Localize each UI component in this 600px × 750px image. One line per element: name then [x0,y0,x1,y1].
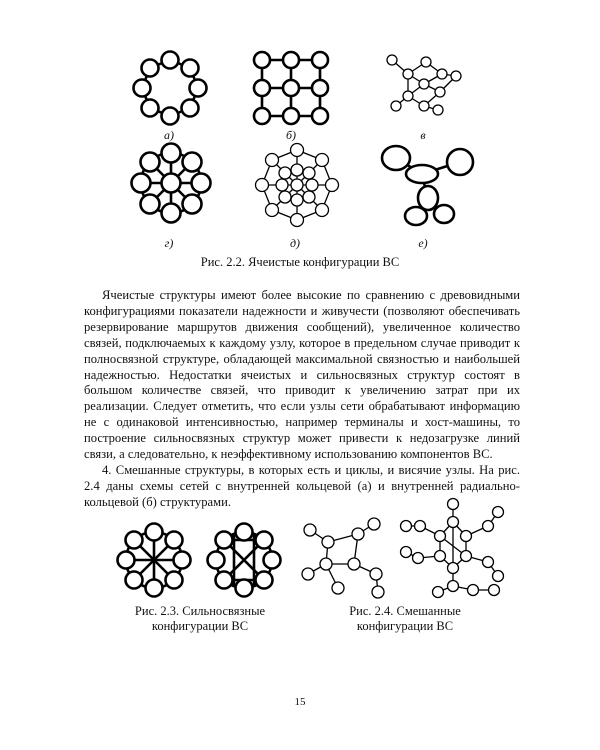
figure-b-label: б) [285,128,297,142]
paragraph-mesh: Ячеистые структуры имеют более высокие по сравнению с древовидными конфигурациями показатели надежности и живучести (позволяют обеспечивать резервирование маршрутов движения сообщений), увеличенное количество связей, подключаемых к каждому узлу, которое в предельном случае приводит к полносвязной структуре, обладающей максимальной связностью и наибольшей надежностью. Недостатки ячеистых и сильносвязных структур состоят в большом количестве связей, что приводит к увеличению затрат при их реализации. Следует отметить, что если узлы сети обрабатывают информацию не с одинаковой интенсивностью, например терминалы и хост-машины, то построение сильносвязных структур может привести к недозагрузке линий связи, а следовательно, к неэффективному использованию компонентов ВС. [84,288,520,462]
figure-v-label: в [420,128,426,142]
figure-2-3-right [204,520,284,600]
figure-2-3-caption-line1: Рис. 2.3. Сильносвязные [134,604,266,618]
figure-d-dense [252,140,342,230]
page-number: 15 [294,696,306,708]
figure-a-ring [130,48,210,128]
figure-e-blobs [378,140,478,230]
figure-a-label: а) [164,128,174,142]
figure-2-4-left [296,516,396,600]
paragraph-mixed: 4. Смешанные структуры, в которых есть и циклы, и висячие узлы. На рис. 2.4 даны схемы сетей с внутренней кольцевой (а) и внутренней радиально-кольцевой (б) структурами. [84,462,520,509]
body-text [84,288,520,511]
figure-2-3-left [114,520,194,600]
figure-2-4-right [398,496,508,600]
figure-2-4-caption-line2: конфигурации ВС [356,619,454,633]
figure-2-3-caption [110,604,290,634]
figure-2-4-caption [320,604,490,634]
figure-2-4-caption-line1: Рис. 2.4. Смешанные [349,604,461,618]
figure-g-wheel [128,140,214,226]
figure-b-grid [248,48,334,128]
figure-g-label: г) [164,236,174,250]
figure-2-3-caption-line2: конфигурации ВС [151,619,249,633]
figure-d-label: д) [289,236,301,250]
figure-v-mesh [380,48,480,128]
figure-e-label: е) [418,236,428,250]
figure-2-2-caption: Рис. 2.2. Ячеистые конфигурации ВС [200,255,400,269]
